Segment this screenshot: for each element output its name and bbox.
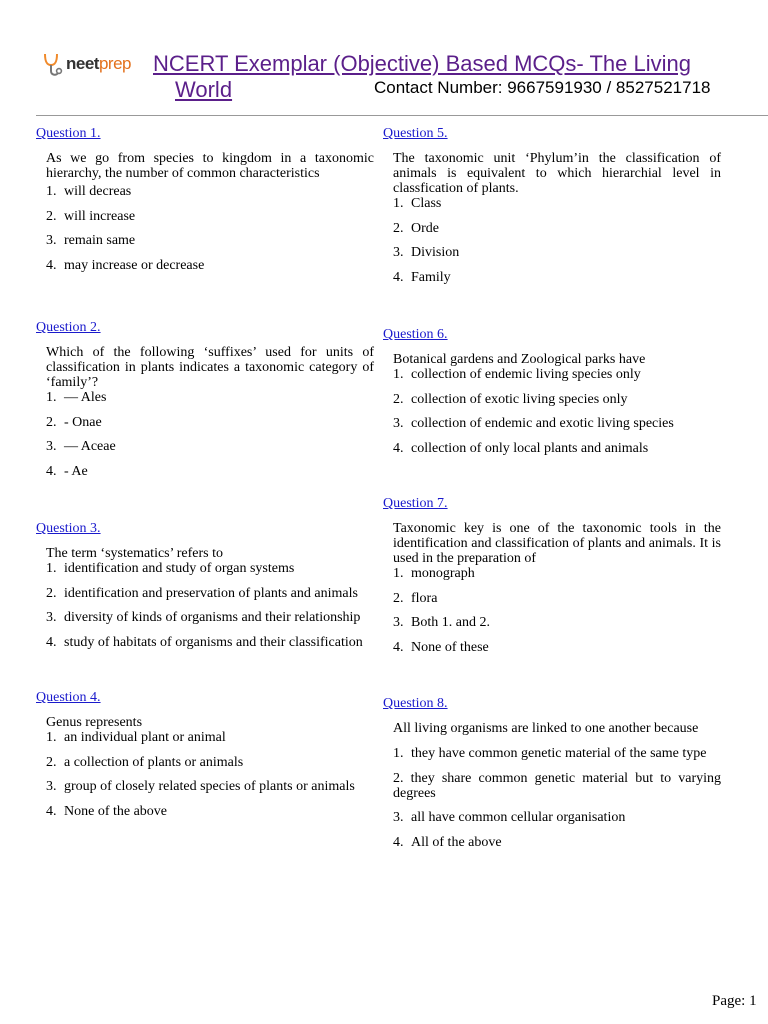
- option-number: 1.: [46, 390, 57, 405]
- option-list: [393, 367, 721, 456]
- option-text: collection of exotic living species only: [411, 391, 628, 407]
- logo-wordmark: [66, 54, 131, 74]
- option-text: they have common genetic material of the same type: [411, 746, 707, 761]
- option-text: collection of only local plants and animals: [411, 440, 649, 456]
- option-number: 3.: [46, 439, 57, 455]
- header-divider: [36, 115, 768, 116]
- option-text: Both 1. and 2.: [411, 615, 490, 631]
- option-item[interactable]: [46, 415, 374, 430]
- option-number: 1.: [393, 367, 404, 382]
- option-item[interactable]: [393, 771, 721, 801]
- stethoscope-icon: [42, 52, 64, 78]
- question-text: All living organisms are linked to one another because: [393, 721, 699, 736]
- option-number: 3.: [393, 245, 404, 261]
- option-text: a collection of plants or animals: [64, 754, 244, 770]
- option-number: 3.: [46, 233, 57, 249]
- question-block-6: [383, 327, 721, 465]
- logo-prep-text: prep: [98, 54, 131, 73]
- question-block-5: [383, 126, 721, 294]
- option-number: 3.: [46, 779, 57, 795]
- option-text: Class: [411, 196, 442, 211]
- question-label[interactable]: Question 6.: [383, 327, 448, 342]
- option-number: 2.: [46, 414, 57, 430]
- option-text: — Ales: [64, 390, 107, 405]
- option-item[interactable]: [46, 779, 374, 794]
- option-text: will decreas: [64, 184, 132, 199]
- question-label[interactable]: Question 8.: [383, 696, 448, 711]
- logo-neet-text: neet: [66, 54, 99, 73]
- option-item[interactable]: [46, 561, 374, 576]
- option-list: [393, 196, 721, 285]
- option-text: None of the above: [64, 803, 168, 819]
- neetprep-logo[interactable]: [42, 52, 142, 80]
- option-number: 2.: [393, 590, 404, 606]
- option-item[interactable]: [393, 196, 721, 211]
- option-number: 3.: [393, 615, 404, 631]
- option-item[interactable]: [46, 586, 374, 601]
- option-item[interactable]: [393, 591, 721, 606]
- option-number: 4.: [46, 803, 57, 819]
- option-text: - Onae: [64, 414, 102, 430]
- title-line-2: World: [175, 77, 233, 102]
- option-number: 4.: [46, 634, 57, 650]
- option-text: identification and preservation of plants and animals: [64, 585, 358, 601]
- page-header: [0, 0, 768, 118]
- option-number: 3.: [46, 610, 57, 626]
- option-text: group of closely related species of plants or animals: [64, 779, 355, 795]
- option-item[interactable]: [46, 184, 374, 199]
- question-label[interactable]: Question 7.: [383, 496, 448, 511]
- option-item[interactable]: [46, 804, 374, 819]
- question-block-4: [36, 690, 374, 828]
- option-item[interactable]: [393, 640, 721, 655]
- question-label[interactable]: Question 4.: [36, 690, 101, 705]
- question-label[interactable]: Question 2.: [36, 320, 101, 335]
- page-number: Page: 1: [712, 993, 757, 1009]
- option-number: 4.: [46, 257, 57, 273]
- option-text: — Aceae: [64, 439, 116, 455]
- question-text: Botanical gardens and Zoological parks have: [393, 352, 646, 367]
- option-number: 1.: [393, 566, 404, 581]
- option-item[interactable]: [46, 209, 374, 224]
- question-label[interactable]: Question 3.: [36, 521, 101, 536]
- option-number: 2.: [393, 220, 404, 236]
- option-item[interactable]: [393, 441, 721, 456]
- option-number: 1.: [46, 730, 57, 745]
- question-text: The term ‘systematics’ refers to: [46, 546, 224, 561]
- option-list: [46, 184, 374, 273]
- contact-number: Contact Number: 9667591930 / 8527521718: [374, 78, 711, 97]
- option-item[interactable]: [393, 270, 721, 285]
- option-number: 2.: [393, 770, 404, 786]
- option-number: 3.: [393, 810, 404, 826]
- option-item[interactable]: [393, 367, 721, 382]
- option-item[interactable]: [393, 835, 721, 850]
- option-number: 4.: [46, 463, 57, 479]
- option-text: Orde: [411, 220, 439, 236]
- option-number: 2.: [46, 754, 57, 770]
- option-item[interactable]: [46, 755, 374, 770]
- option-item[interactable]: [393, 810, 721, 825]
- question-block-1: [36, 126, 374, 282]
- option-item[interactable]: [393, 746, 721, 761]
- option-list: [46, 561, 374, 650]
- option-text: Division: [411, 245, 460, 261]
- question-block-8: [383, 696, 721, 859]
- option-list: [393, 566, 721, 655]
- option-number: 2.: [46, 208, 57, 224]
- option-text: will increase: [64, 208, 136, 224]
- option-text: flora: [411, 590, 438, 606]
- question-text: Taxonomic key is one of the taxonomic tools in the identification and classification of plants and animals. It is used in the preparation of: [393, 521, 721, 566]
- question-label[interactable]: Question 1.: [36, 126, 101, 141]
- question-block-7: [383, 496, 721, 664]
- option-item[interactable]: [46, 439, 374, 454]
- question-block-2: [36, 320, 374, 488]
- option-text: all have common cellular organisation: [411, 810, 626, 826]
- option-number: 4.: [393, 639, 404, 655]
- title-line-1: NCERT Exemplar (Objective) Based MCQs- The Living: [153, 51, 691, 76]
- option-list: [46, 730, 374, 819]
- option-number: 2.: [393, 391, 404, 407]
- question-label[interactable]: Question 5.: [383, 126, 448, 141]
- option-text: may increase or decrease: [64, 257, 205, 273]
- option-item[interactable]: [393, 566, 721, 581]
- option-text: All of the above: [411, 834, 502, 850]
- option-text: diversity of kinds of organisms and their relationship: [64, 610, 361, 626]
- option-number: 4.: [393, 834, 404, 850]
- question-text: Which of the following ‘suffixes’ used for units of classification in plants indicates a taxonomic category of ‘family’?: [46, 345, 374, 390]
- option-number: 1.: [46, 561, 57, 576]
- option-list: [393, 746, 721, 850]
- question-block-3: [36, 521, 374, 659]
- option-text: an individual plant or animal: [64, 730, 226, 745]
- option-item[interactable]: [393, 615, 721, 630]
- option-item[interactable]: [46, 730, 374, 745]
- option-text: monograph: [411, 566, 475, 581]
- option-text: - Ae: [64, 463, 88, 479]
- option-item[interactable]: [46, 610, 374, 625]
- option-item[interactable]: [46, 233, 374, 248]
- option-item[interactable]: [393, 416, 721, 431]
- option-text: Family: [411, 269, 451, 285]
- option-text: remain same: [64, 233, 136, 249]
- option-item[interactable]: [393, 392, 721, 407]
- option-text: collection of endemic living species only: [411, 367, 641, 382]
- question-text: Genus represents: [46, 715, 143, 730]
- option-item[interactable]: [46, 258, 374, 273]
- option-number: 2.: [46, 585, 57, 601]
- option-item[interactable]: [393, 245, 721, 260]
- question-text: As we go from species to kingdom in a taxonomic hierarchy, the number of common characteristics: [46, 151, 374, 181]
- option-number: 4.: [393, 269, 404, 285]
- option-number: 1.: [393, 196, 404, 211]
- option-number: 4.: [393, 440, 404, 456]
- option-number: 1.: [393, 746, 404, 761]
- question-text: The taxonomic unit ‘Phylum’in the classification of animals is equivalent to which hierarchial level in classfication of plants.: [393, 151, 721, 196]
- option-number: 1.: [46, 184, 57, 199]
- option-text: collection of endemic and exotic living species: [411, 416, 674, 432]
- option-number: 3.: [393, 416, 404, 432]
- option-list: [46, 390, 374, 479]
- option-item[interactable]: [46, 464, 374, 479]
- option-text: None of these: [411, 639, 489, 655]
- option-text: study of habitats of organisms and their classification: [64, 634, 363, 650]
- option-item[interactable]: [393, 221, 721, 236]
- option-text: identification and study of organ systems: [64, 561, 295, 576]
- option-item[interactable]: [46, 635, 374, 650]
- option-item[interactable]: [46, 390, 374, 405]
- option-text: they share common genetic material but to varying degrees: [393, 770, 721, 801]
